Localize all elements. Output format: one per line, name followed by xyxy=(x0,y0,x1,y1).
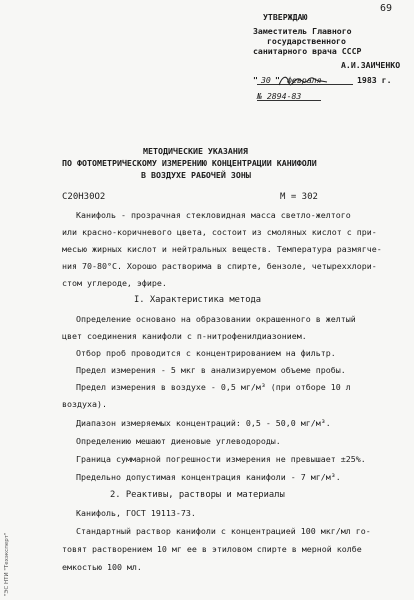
heading-line-1: МЕТОДИЧЕСКИЕ УКАЗАНИЯ xyxy=(143,146,248,156)
section-1-line: Диапазон измеряемых концентраций: 0,5 - 50,0 мг/м³. xyxy=(76,418,331,428)
approval-date-open: " xyxy=(253,75,258,85)
section-1-line: Предел измерения - 5 мкг в анализируемом объеме пробы. xyxy=(76,365,346,375)
intro-line: или красно-коричневого цвета, состоит из смоляных кислот с при- xyxy=(62,227,377,237)
heading-line-2: ПО ФОТОМЕТРИЧЕСКОМУ ИЗМЕРЕНИЮ КОНЦЕНТРАЦИИ КАНИФОЛИ xyxy=(62,158,317,168)
number-underline xyxy=(257,100,321,101)
heading-line-3: В ВОЗДУХЕ РАБОЧЕЙ ЗОНЫ xyxy=(141,170,251,180)
section-1-line: Определению мешают диеновые углеводороды. xyxy=(76,436,281,446)
approval-line-2: государственного xyxy=(267,36,346,46)
section-1-line: Граница суммарной погрешности измерения не превышает ±25%. xyxy=(76,454,366,464)
section-1-line: Предельно допустимая концентрация канифоли - 7 мг/м³. xyxy=(76,472,341,482)
chemical-formula: С20Н30О2 xyxy=(62,192,106,202)
section-1-line: Отбор проб проводится с концентрированием на фильтр. xyxy=(76,348,336,358)
side-watermark: "ЭС НТИ "Техэксперт" xyxy=(4,532,10,596)
intro-line: Канифоль - прозрачная стекловидная масса светло-желтого xyxy=(76,210,351,220)
section-2-line: Стандартный раствор канифоли с концентрацией 100 мкг/мл го- xyxy=(76,526,371,536)
approval-line-1: Заместитель Главного xyxy=(253,26,352,36)
section-1-line: цвет соединения канифоли с п-нитрофенилдиазонием. xyxy=(62,331,307,341)
approval-date-month: февраля xyxy=(287,75,322,85)
approval-name: А.И.ЗАИЧЕНКО xyxy=(341,60,401,70)
approval-number: № 2894-83 xyxy=(257,91,302,101)
intro-line: месью жирных кислот и нейтральных веществ. Температура размягче- xyxy=(62,244,382,254)
section-2-line: емкостью 100 мл. xyxy=(62,562,142,572)
intro-line: ния 70-80°С. Хорошо растворима в спирте, бензоле, четыреххлори- xyxy=(62,261,377,271)
approval-date-day: 30 xyxy=(261,75,271,85)
section-1-line: воздуха). xyxy=(62,399,107,409)
signature-mark xyxy=(277,73,329,89)
approval-title: УТВЕРЖДАЮ xyxy=(263,12,308,22)
intro-line: стом углероде, эфире. xyxy=(62,278,167,288)
page-number: 69 xyxy=(379,3,392,14)
molar-mass: М = 302 xyxy=(280,192,318,202)
section-2-line: товят растворением 10 мг ее в этиловом спирте в мерной колбе xyxy=(62,544,362,554)
approval-date-year: 1983 г. xyxy=(357,75,392,85)
section-1-line: Предел измерения в воздухе - 0,5 мг/м³ (при отборе 10 л xyxy=(76,382,351,392)
section-2-line: Канифоль, ГОСТ 19113-73. xyxy=(76,508,196,518)
section-1-line: Определение основано на образовании окрашенного в желтый xyxy=(76,314,356,324)
section-1-title: I. Характеристика метода xyxy=(134,295,262,305)
section-2-title: 2. Реактивы, растворы и материалы xyxy=(110,490,285,500)
approval-date-close: " xyxy=(275,75,280,85)
approval-line-3: санитарного врача СССР xyxy=(253,46,362,56)
